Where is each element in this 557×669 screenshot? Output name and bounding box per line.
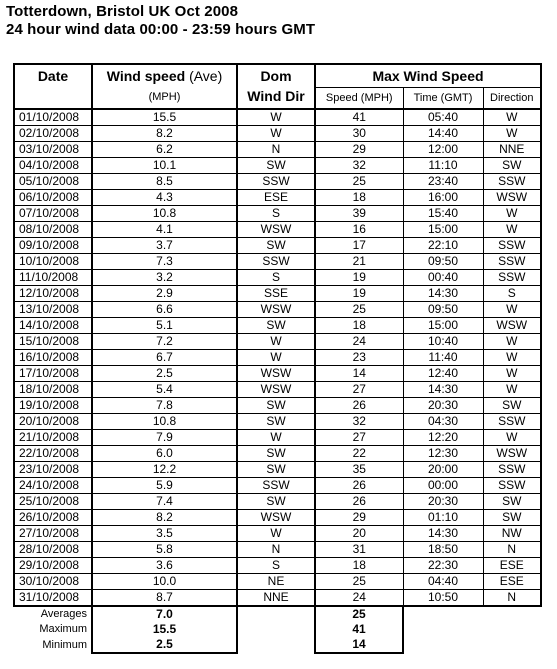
row-date: 13/10/2008 [14, 302, 92, 318]
table-row [14, 334, 541, 350]
row-max-time: 10:40 [403, 334, 483, 350]
row-wind-speed-ave: 6.0 [92, 446, 237, 462]
row-max-direction: ESE [483, 558, 541, 574]
row-max-speed: 16 [315, 222, 403, 238]
row-wind-speed-ave: 7.4 [92, 494, 237, 510]
row-max-time: 14:30 [403, 382, 483, 398]
table-row [14, 190, 541, 206]
row-wind-speed-ave: 6.6 [92, 302, 237, 318]
row-date: 01/10/2008 [14, 109, 92, 126]
row-max-time: 01:10 [403, 510, 483, 526]
row-dom-wind-dir: WSW [237, 382, 315, 398]
row-dom-wind-dir: SW [237, 494, 315, 510]
row-max-speed: 25 [315, 574, 403, 590]
row-date: 26/10/2008 [14, 510, 92, 526]
page-title: Totterdown, Bristol UK Oct 2008 [6, 3, 239, 20]
row-wind-speed-ave: 10.8 [92, 414, 237, 430]
row-max-time: 22:30 [403, 558, 483, 574]
row-wind-speed-ave: 4.3 [92, 190, 237, 206]
row-max-time: 10:50 [403, 590, 483, 607]
row-dom-wind-dir: ESE [237, 190, 315, 206]
row-wind-speed-ave: 8.5 [92, 174, 237, 190]
row-max-direction: ESE [483, 574, 541, 590]
row-wind-speed-ave: 7.3 [92, 254, 237, 270]
row-max-direction: N [483, 590, 541, 607]
table-row [14, 350, 541, 366]
table-row [14, 158, 541, 174]
header-dom-line1: Dom [237, 64, 315, 88]
summary-empty [403, 606, 483, 622]
row-max-time: 20:30 [403, 398, 483, 414]
row-max-time: 14:30 [403, 526, 483, 542]
row-wind-speed-ave: 3.5 [92, 526, 237, 542]
row-max-speed: 18 [315, 318, 403, 334]
row-max-speed: 32 [315, 414, 403, 430]
summary-empty [403, 622, 483, 637]
row-max-direction: SW [483, 158, 541, 174]
summary-label: Averages [40, 608, 87, 620]
header-wind-speed-label: Wind speed [106, 68, 186, 85]
table-row [14, 222, 541, 238]
row-max-speed: 23 [315, 350, 403, 366]
summary-label: Minimum [42, 638, 87, 651]
row-wind-speed-ave: 6.2 [92, 142, 237, 158]
table-row [14, 238, 541, 254]
row-max-speed: 29 [315, 142, 403, 158]
summary-row [14, 637, 541, 653]
row-max-direction: WSW [483, 318, 541, 334]
header-max-speed: Speed (MPH) [315, 88, 403, 110]
row-date: 24/10/2008 [14, 478, 92, 494]
row-dom-wind-dir: W [237, 109, 315, 126]
row-dom-wind-dir: SW [237, 238, 315, 254]
table-row [14, 382, 541, 398]
row-date: 11/10/2008 [14, 270, 92, 286]
row-wind-speed-ave: 15.5 [92, 109, 237, 126]
row-date: 15/10/2008 [14, 334, 92, 350]
table-row [14, 270, 541, 286]
row-max-speed: 24 [315, 590, 403, 607]
row-max-time: 15:00 [403, 222, 483, 238]
table-row [14, 126, 541, 142]
header-date: Date [14, 64, 92, 88]
row-max-time: 00:40 [403, 270, 483, 286]
table-row [14, 558, 541, 574]
row-max-time: 20:30 [403, 494, 483, 510]
row-max-direction: N [483, 542, 541, 558]
row-dom-wind-dir: S [237, 206, 315, 222]
row-max-speed: 14 [315, 366, 403, 382]
row-max-speed: 29 [315, 510, 403, 526]
table-row [14, 254, 541, 270]
row-max-direction: WSW [483, 446, 541, 462]
row-date: 16/10/2008 [14, 350, 92, 366]
row-max-speed: 17 [315, 238, 403, 254]
row-max-time: 12:20 [403, 430, 483, 446]
row-max-time: 15:00 [403, 318, 483, 334]
summary-empty [483, 637, 541, 653]
row-max-speed: 18 [315, 558, 403, 574]
row-wind-speed-ave: 5.9 [92, 478, 237, 494]
row-max-direction: S [483, 286, 541, 302]
table-row [14, 526, 541, 542]
row-max-time: 09:50 [403, 302, 483, 318]
row-max-direction: W [483, 206, 541, 222]
table-row [14, 478, 541, 494]
summary-wind-speed-ave: 7.0 [92, 606, 237, 622]
row-wind-speed-ave: 10.1 [92, 158, 237, 174]
summary-spacer [237, 606, 315, 622]
row-wind-speed-ave: 2.5 [92, 366, 237, 382]
row-max-speed: 26 [315, 494, 403, 510]
summary-max-speed: 14 [315, 637, 403, 653]
row-wind-speed-ave: 5.1 [92, 318, 237, 334]
row-max-speed: 24 [315, 334, 403, 350]
row-max-speed: 27 [315, 430, 403, 446]
table-row [14, 542, 541, 558]
row-date: 08/10/2008 [14, 222, 92, 238]
row-date: 29/10/2008 [14, 558, 92, 574]
row-wind-speed-ave: 7.8 [92, 398, 237, 414]
row-wind-speed-ave: 6.7 [92, 350, 237, 366]
row-wind-speed-ave: 8.2 [92, 126, 237, 142]
row-dom-wind-dir: WSW [237, 302, 315, 318]
table-row [14, 430, 541, 446]
summary-label: Maximum [39, 623, 87, 635]
row-wind-speed-ave: 10.0 [92, 574, 237, 590]
summary-empty [483, 606, 541, 622]
summary-empty [403, 637, 483, 653]
row-max-speed: 20 [315, 526, 403, 542]
table-row [14, 302, 541, 318]
table-row [14, 494, 541, 510]
row-date: 05/10/2008 [14, 174, 92, 190]
header-dom-line2: Wind Dir [237, 88, 315, 110]
page-subtitle: 24 hour wind data 00:00 - 23:59 hours GMT [6, 21, 316, 38]
row-dom-wind-dir: SSE [237, 286, 315, 302]
row-dom-wind-dir: N [237, 542, 315, 558]
row-max-time: 12:40 [403, 366, 483, 382]
row-max-speed: 32 [315, 158, 403, 174]
table-row [14, 109, 541, 126]
row-wind-speed-ave: 12.2 [92, 462, 237, 478]
row-max-time: 05:40 [403, 109, 483, 126]
row-date: 03/10/2008 [14, 142, 92, 158]
row-date: 31/10/2008 [14, 590, 92, 607]
row-max-direction: SSW [483, 238, 541, 254]
row-max-time: 16:00 [403, 190, 483, 206]
header-wind-speed-qualifier: (Ave) [189, 68, 223, 85]
row-dom-wind-dir: NNE [237, 590, 315, 607]
row-date: 25/10/2008 [14, 494, 92, 510]
row-max-direction: SW [483, 398, 541, 414]
row-date: 21/10/2008 [14, 430, 92, 446]
row-max-direction: W [483, 382, 541, 398]
row-max-direction: SSW [483, 174, 541, 190]
row-max-speed: 18 [315, 190, 403, 206]
row-dom-wind-dir: SW [237, 398, 315, 414]
row-dom-wind-dir: S [237, 270, 315, 286]
row-max-time: 11:40 [403, 350, 483, 366]
summary-row [14, 606, 541, 622]
table-row [14, 414, 541, 430]
table-row [14, 366, 541, 382]
row-max-speed: 22 [315, 446, 403, 462]
row-max-direction: W [483, 430, 541, 446]
row-wind-speed-ave: 2.9 [92, 286, 237, 302]
row-max-time: 11:10 [403, 158, 483, 174]
summary-wind-speed-ave: 2.5 [92, 637, 237, 653]
table-row [14, 398, 541, 414]
summary-empty [483, 622, 541, 637]
row-dom-wind-dir: SW [237, 158, 315, 174]
row-max-direction: W [483, 222, 541, 238]
row-max-time: 04:30 [403, 414, 483, 430]
row-wind-speed-ave: 10.8 [92, 206, 237, 222]
row-dom-wind-dir: SW [237, 414, 315, 430]
summary-wind-speed-ave: 15.5 [92, 622, 237, 637]
summary-row [14, 622, 541, 637]
row-max-direction: W [483, 350, 541, 366]
table-row [14, 206, 541, 222]
row-dom-wind-dir: SW [237, 462, 315, 478]
header-wind-speed [92, 64, 237, 88]
row-date: 14/10/2008 [14, 318, 92, 334]
row-max-direction: WSW [483, 190, 541, 206]
row-wind-speed-ave: 3.2 [92, 270, 237, 286]
row-max-speed: 26 [315, 478, 403, 494]
row-dom-wind-dir: W [237, 350, 315, 366]
row-dom-wind-dir: S [237, 558, 315, 574]
table-row [14, 446, 541, 462]
row-dom-wind-dir: SSW [237, 254, 315, 270]
header-date-spacer [14, 88, 92, 110]
row-date: 06/10/2008 [14, 190, 92, 206]
row-max-speed: 25 [315, 174, 403, 190]
header-max-wind-speed: Max Wind Speed [315, 64, 541, 88]
row-date: 22/10/2008 [14, 446, 92, 462]
row-max-time: 23:40 [403, 174, 483, 190]
row-max-direction: SSW [483, 414, 541, 430]
row-date: 17/10/2008 [14, 366, 92, 382]
row-dom-wind-dir: SW [237, 318, 315, 334]
row-date: 23/10/2008 [14, 462, 92, 478]
row-dom-wind-dir: N [237, 142, 315, 158]
summary-spacer [237, 637, 315, 653]
row-max-speed: 31 [315, 542, 403, 558]
row-dom-wind-dir: SSW [237, 478, 315, 494]
row-max-direction: W [483, 302, 541, 318]
row-max-time: 12:30 [403, 446, 483, 462]
row-wind-speed-ave: 8.2 [92, 510, 237, 526]
header-max-direction: Direction [483, 88, 541, 110]
row-date: 19/10/2008 [14, 398, 92, 414]
row-dom-wind-dir: W [237, 126, 315, 142]
summary-max-speed: 41 [315, 622, 403, 637]
row-max-speed: 19 [315, 286, 403, 302]
row-date: 28/10/2008 [14, 542, 92, 558]
row-max-time: 09:50 [403, 254, 483, 270]
row-max-time: 22:10 [403, 238, 483, 254]
row-date: 07/10/2008 [14, 206, 92, 222]
row-max-time: 18:50 [403, 542, 483, 558]
wind-data-table [13, 63, 542, 654]
table-row [14, 462, 541, 478]
row-max-speed: 19 [315, 270, 403, 286]
row-wind-speed-ave: 5.8 [92, 542, 237, 558]
row-max-speed: 21 [315, 254, 403, 270]
row-max-time: 14:30 [403, 286, 483, 302]
table-row [14, 286, 541, 302]
row-dom-wind-dir: W [237, 430, 315, 446]
row-max-direction: W [483, 334, 541, 350]
row-wind-speed-ave: 8.7 [92, 590, 237, 607]
row-max-time: 04:40 [403, 574, 483, 590]
summary-max-speed: 25 [315, 606, 403, 622]
row-wind-speed-ave: 4.1 [92, 222, 237, 238]
row-max-direction: NW [483, 526, 541, 542]
row-max-time: 15:40 [403, 206, 483, 222]
row-date: 20/10/2008 [14, 414, 92, 430]
table-row [14, 590, 541, 607]
row-max-speed: 26 [315, 398, 403, 414]
header-max-time: Time (GMT) [403, 88, 483, 110]
row-max-direction: SSW [483, 270, 541, 286]
row-max-speed: 41 [315, 109, 403, 126]
row-date: 27/10/2008 [14, 526, 92, 542]
row-max-direction: SSW [483, 254, 541, 270]
row-date: 30/10/2008 [14, 574, 92, 590]
row-max-direction: SW [483, 510, 541, 526]
row-max-direction: W [483, 366, 541, 382]
row-dom-wind-dir: SSW [237, 174, 315, 190]
row-max-time: 14:40 [403, 126, 483, 142]
row-wind-speed-ave: 7.9 [92, 430, 237, 446]
table-row [14, 318, 541, 334]
row-max-direction: SW [483, 494, 541, 510]
row-wind-speed-ave: 5.4 [92, 382, 237, 398]
row-max-speed: 39 [315, 206, 403, 222]
row-date: 09/10/2008 [14, 238, 92, 254]
row-dom-wind-dir: WSW [237, 510, 315, 526]
row-max-time: 00:00 [403, 478, 483, 494]
row-dom-wind-dir: WSW [237, 222, 315, 238]
row-max-direction: SSW [483, 478, 541, 494]
row-max-direction: W [483, 109, 541, 126]
row-max-time: 20:00 [403, 462, 483, 478]
row-dom-wind-dir: W [237, 526, 315, 542]
row-date: 12/10/2008 [14, 286, 92, 302]
row-wind-speed-ave: 3.7 [92, 238, 237, 254]
row-max-direction: W [483, 126, 541, 142]
row-wind-speed-ave: 7.2 [92, 334, 237, 350]
header-wind-speed-unit: (MPH) [92, 88, 237, 110]
row-date: 02/10/2008 [14, 126, 92, 142]
row-date: 04/10/2008 [14, 158, 92, 174]
row-date: 10/10/2008 [14, 254, 92, 270]
table-row [14, 142, 541, 158]
row-max-speed: 30 [315, 126, 403, 142]
table-row [14, 574, 541, 590]
row-max-speed: 35 [315, 462, 403, 478]
row-dom-wind-dir: NE [237, 574, 315, 590]
row-dom-wind-dir: SW [237, 446, 315, 462]
row-max-time: 12:00 [403, 142, 483, 158]
row-dom-wind-dir: WSW [237, 366, 315, 382]
row-date: 18/10/2008 [14, 382, 92, 398]
table-row [14, 510, 541, 526]
row-wind-speed-ave: 3.6 [92, 558, 237, 574]
row-max-direction: NNE [483, 142, 541, 158]
row-max-direction: SSW [483, 462, 541, 478]
table-row [14, 174, 541, 190]
row-dom-wind-dir: W [237, 334, 315, 350]
row-max-speed: 25 [315, 302, 403, 318]
row-max-speed: 27 [315, 382, 403, 398]
summary-spacer [237, 622, 315, 637]
